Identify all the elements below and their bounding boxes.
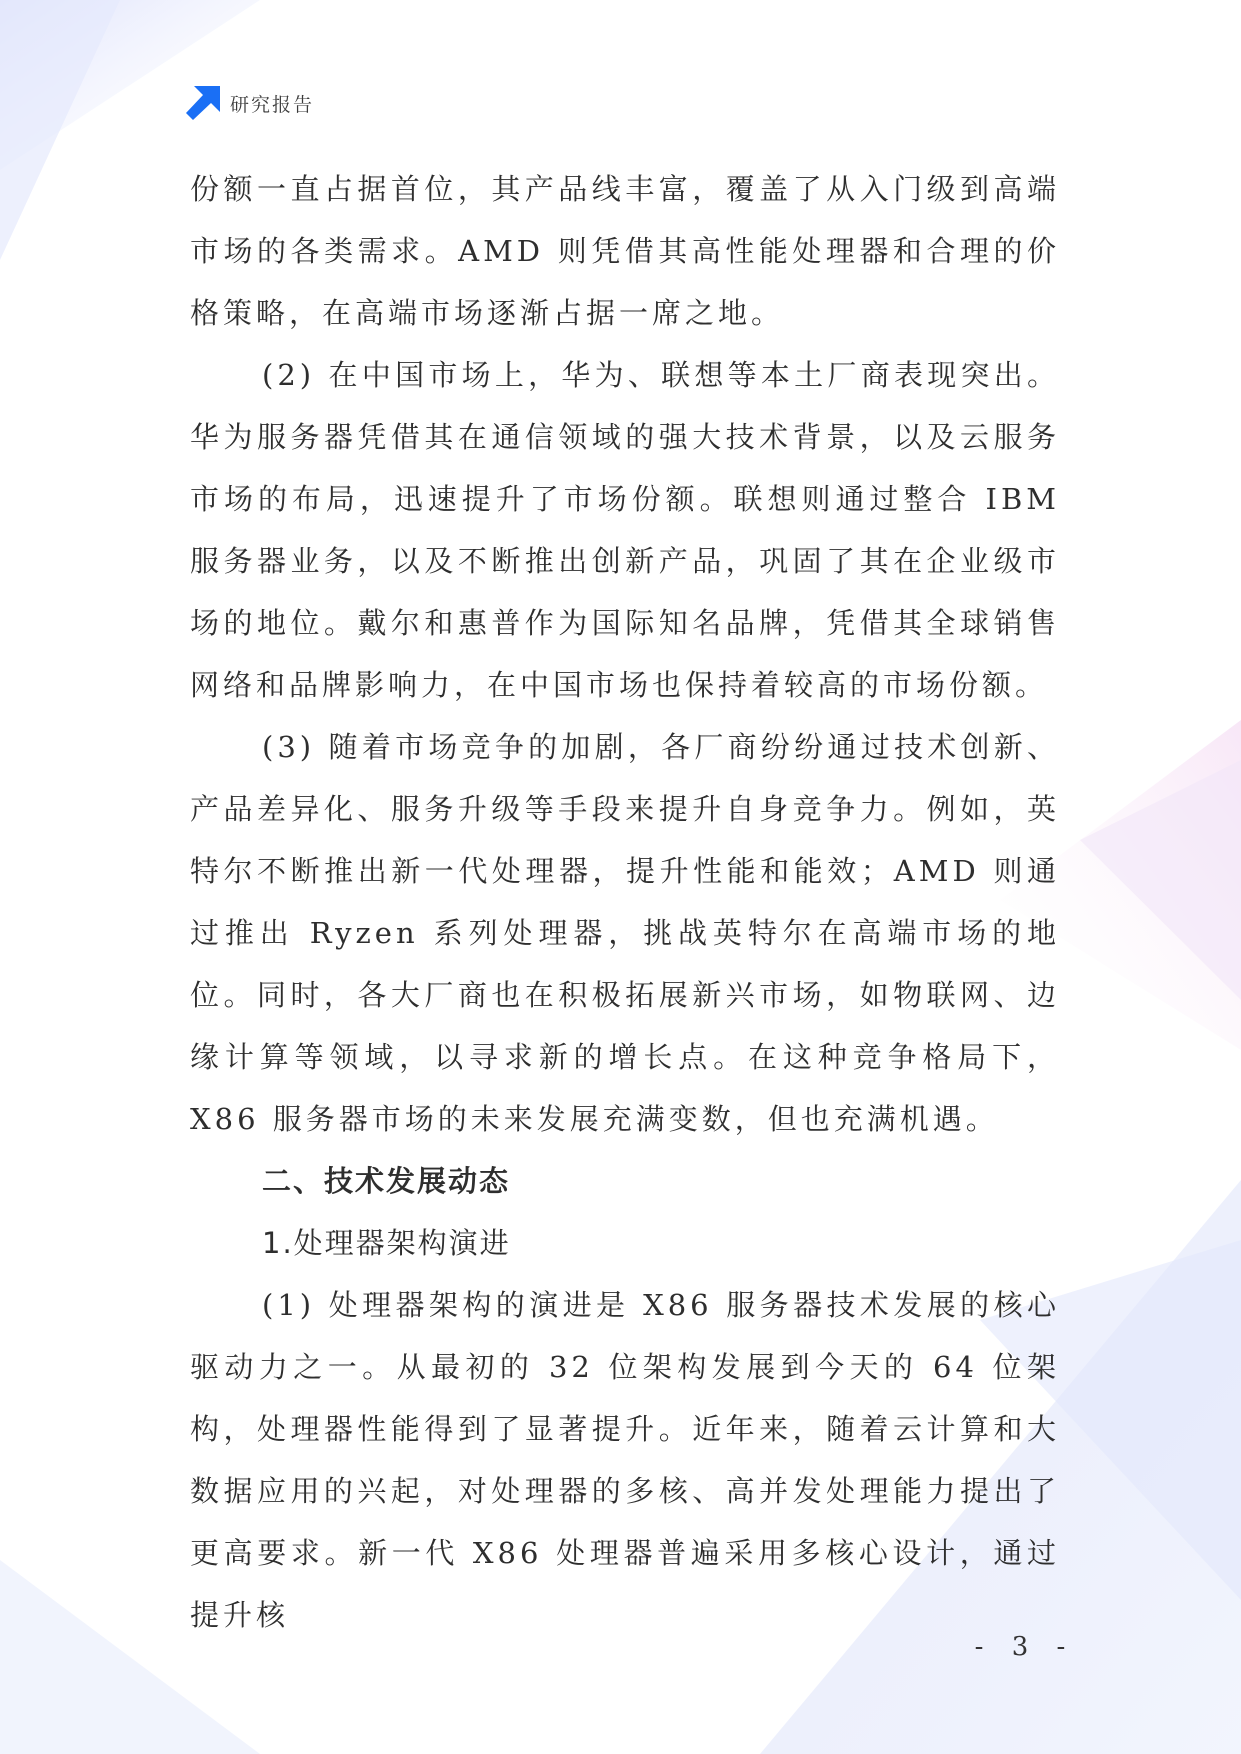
header-title: 研究报告 — [230, 93, 315, 116]
paragraph: 份额一直占据首位，其产品线丰富，覆盖了从入门级到高端市场的各类需求。AMD 则凭借其高性能处理器和合理的价格策略，在高端市场逐渐占据一席之地。 — [190, 172, 1060, 330]
section-heading: 二、技术发展动态 — [262, 1164, 511, 1198]
arrow-up-right-icon — [186, 86, 220, 120]
paragraph: (3) 随着市场竞争的加剧，各厂商纷纷通过技术创新、产品差异化、服务升级等手段来提升自身竞争力。例如，英特尔不断推出新一代处理器，提升性能和能效；AMD 则通过推出 Ryzen 系列处理器，挑战英特尔在高端市场的地位。同时，各大厂商也在积极拓展新兴市场，如物联网、边缘计算等领域，以寻求新的增长点。在这种竞争格局下，X86 服务器市场的未来发展充满变数，但也充满机遇。 — [190, 730, 1060, 1136]
report-header — [186, 86, 314, 120]
document-body — [190, 158, 1060, 1646]
subsection-heading: 1.处理器架构演进 — [262, 1226, 511, 1260]
paragraph: (2) 在中国市场上，华为、联想等本土厂商表现突出。华为服务器凭借其在通信领域的强大技术背景，以及云服务市场的布局，迅速提升了市场份额。联想则通过整合 IBM 服务器业务，以及不断推出创新产品，巩固了其在企业级市场的地位。戴尔和惠普作为国际知名品牌，凭借其全球销售网络和品牌影响力，在中国市场也保持着较高的市场份额。 — [190, 358, 1060, 702]
paragraph: (1) 处理器架构的演进是 X86 服务器技术发展的核心驱动力之一。从最初的 32 位架构发展到今天的 64 位架构，处理器性能得到了显著提升。近年来，随着云计算和大数据应用的兴起，对处理器的多核、高并发处理能力提出了更高要求。新一代 X86 处理器普遍采用多核心设计，通过提升核 — [190, 1288, 1060, 1632]
page-number: - 3 - — [974, 1632, 1076, 1662]
